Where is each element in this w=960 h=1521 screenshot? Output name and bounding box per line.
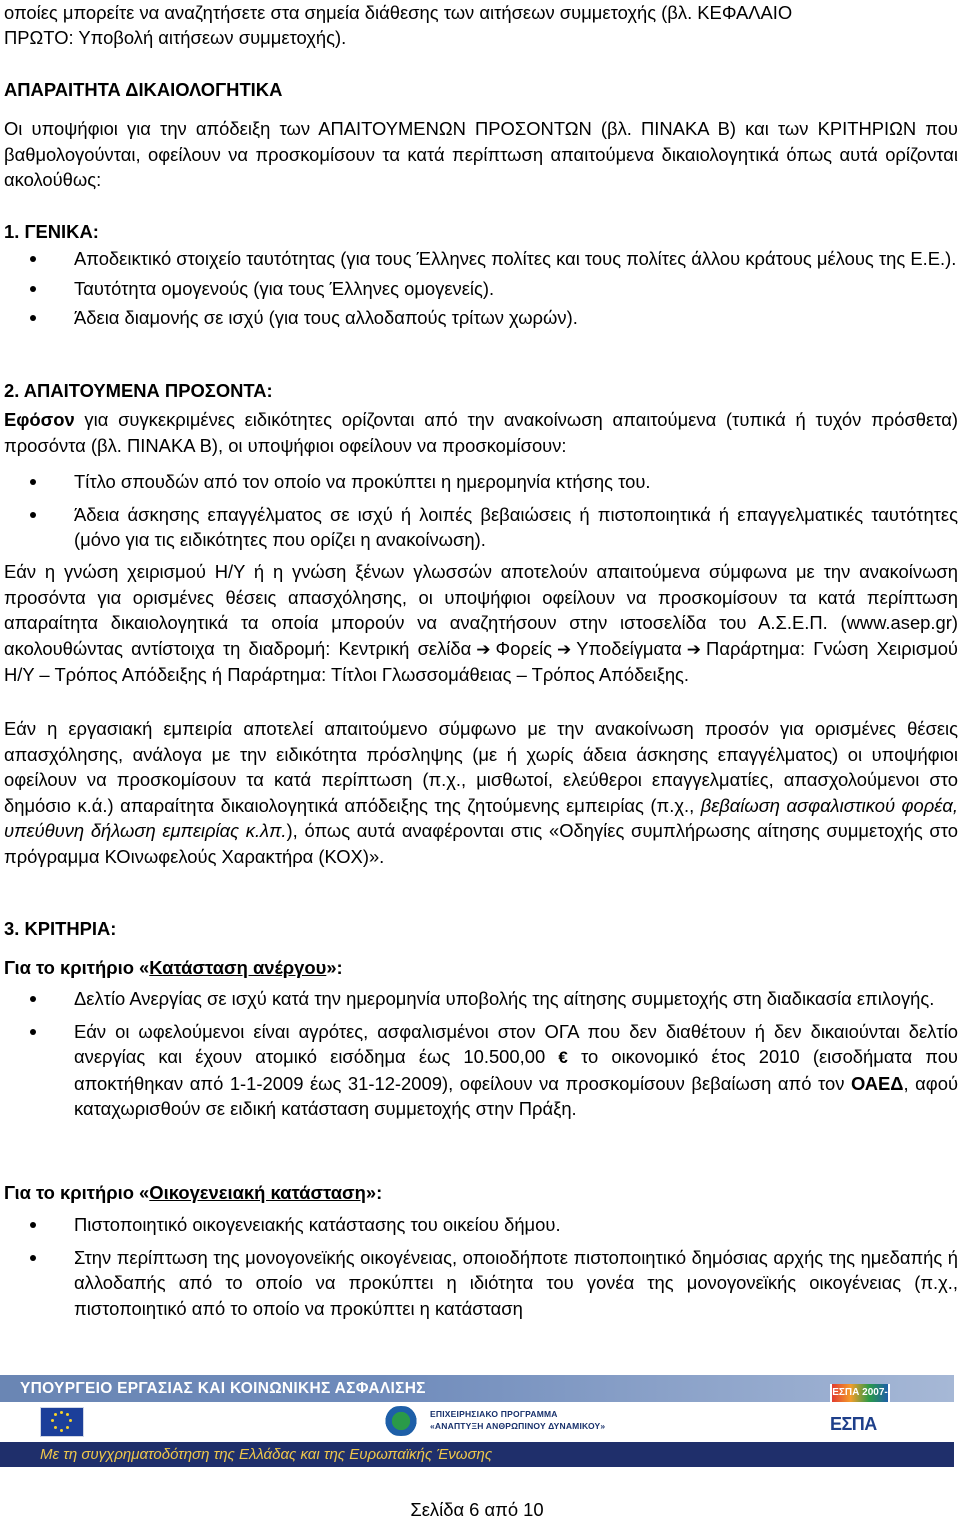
oaed-bold: ΟΑΕΔ bbox=[850, 1072, 904, 1094]
cofunding-banner: Με τη συγχρηματοδότηση της Ελλάδας και της Ευρωπαϊκής Ένωσης bbox=[0, 1442, 954, 1467]
section-2-heading: 2. ΑΠΑΙΤΟΥΜΕΝΑ ΠΡΟΣΟΝΤΑ: bbox=[4, 380, 273, 401]
section-1-heading: 1. ΓΕΝΙΚΑ: bbox=[4, 221, 99, 242]
heading-required-documents: ΑΠΑΡΑΙΤΗΤΑ ΔΙΚΑΙΟΛΟΓΗΤΙΚΑ bbox=[4, 79, 283, 100]
list-item: Άδεια διαμονής σε ισχύ (για τους αλλοδαπούς τρίτων χωρών). bbox=[4, 305, 958, 331]
paragraph-it-languages bbox=[4, 559, 958, 688]
crit-post: »: bbox=[326, 957, 343, 978]
eu-flag-icon bbox=[40, 1407, 84, 1437]
list-item: Δελτίο Ανεργίας σε ισχύ κατά την ημερομηνία υποβολής της αίτησης συμμετοχής στη διαδικασία επιλογής. bbox=[4, 986, 958, 1012]
lead-rest: για συγκεκριμένες ειδικότητες ορίζονται από την ανακοίνωση απαιτούμενα (τυπικά ή τυχόν πρόσθετα) προσόντα (βλ. ΠΙΝΑΚΑ Β), οι υποψήφιοι οφείλουν να προσκομίσουν: bbox=[4, 409, 958, 456]
list-item: Πιστοποιητικό οικογενειακής κατάστασης του οικείου δήμου. bbox=[4, 1212, 958, 1238]
criterion-unemployment-label: Κατάσταση ανέργου bbox=[149, 957, 327, 978]
path-step: Φορείς bbox=[495, 637, 553, 659]
arrow-icon: ➔ bbox=[686, 639, 702, 659]
espa-wordmark: ΕΣΠΑ bbox=[830, 1414, 877, 1434]
arrow-icon: ➔ bbox=[557, 639, 572, 659]
exp-text: Εάν η εργασιακή εμπειρία αποτελεί απαιτούμενο σύμφωνο με την ανακοίνωση προσόν για ορισμένες θέσεις απασχόλησης, ανάλογα με την ειδικότητα πρόσληψης (με ή χωρίς άδεια άσκησης επαγγέλματος) οι υποψήφιοι οφείλουν να προσκομίσουν τα κατά περίπτωση (π.χ., μισθωτοί, ελεύθεροι επαγγελματίες, απασχολούμενοι στο δημόσιο κ.ά.) απαραίτητα δικαιολογητικά απόδειξης της ζητούμενης εμπειρίας (π.χ., bbox=[4, 718, 958, 816]
list-item: Τίτλο σπουδών από τον οποίο να προκύπτει η ημερομηνία κτήσης του. bbox=[4, 469, 958, 495]
section-2-list bbox=[4, 469, 958, 553]
espa-top: ΕΣΠΑ 2007-2013 bbox=[832, 1384, 888, 1402]
list-item: Αποδεικτικό στοιχείο ταυτότητας (για τους Έλληνες πολίτες και τους πολίτες άλλου κράτους μέλους της Ε.Ε.). bbox=[4, 246, 958, 272]
section-2-lead bbox=[4, 407, 958, 458]
arrow-icon: ➔ bbox=[476, 639, 491, 659]
criterion-unemployment-heading bbox=[4, 955, 343, 981]
criterion-family-list bbox=[4, 1212, 958, 1321]
intro-line-1: οποίες μπορείτε να αναζητήσετε στα σημεία διάθεσης των αιτήσεων συμμετοχής (βλ. ΚΕΦΑΛΑΙΟ bbox=[4, 2, 793, 23]
exp-bold: «Οδηγίες συμπλήρωσης αίτησης συμμετοχής στο πρόγραμμα ΚΟινωφελούς Χαρακτήρα (ΚΟΧ)». bbox=[4, 820, 958, 867]
criterion-family-label: Οικογενειακή κατάσταση bbox=[149, 1182, 366, 1203]
programme-emblem-icon bbox=[380, 1406, 422, 1436]
list-item: Στην περίπτωση της μονογονεϊκής οικογένειας, οποιοδήποτε πιστοποιητικό δημόσιας αρχής της ημεδαπής ή αλλοδαπής από το οποίο να προκύπτει η ιδιότητα του γονέα της μονογονεϊκής οικογένειας (π.χ., πιστοποιητικό από το οποίο να προκύπτει η κατάσταση bbox=[4, 1245, 958, 1322]
footer-banner bbox=[0, 1375, 954, 1467]
paragraph-required-documents: Οι υποψήφιοι για την απόδειξη των ΑΠΑΙΤΟΥΜΕΝΩΝ ΠΡΟΣΟΝΤΩΝ (βλ. ΠΙΝΑΚΑ Β) και των ΚΡΙΤΗΡΙΩΝ που βαθμολογούνται, οφείλουν να προσκομίσουν τα κατά περίπτωση απαιτούμενα δικαιολογητικά όπως αυτά ορίζονται ακολούθως: bbox=[4, 118, 958, 190]
criterion-unemployment-list bbox=[4, 986, 958, 1122]
path-step: Παράρτημα: Γνώση Χειρισμού Η/Υ – Τρόπος Απόδειξης ή Παράρτημα: Τίτλοι Γλωσσομάθειας – Τρόπος Απόδειξης. bbox=[4, 637, 958, 685]
programme-title: ΕΠΙΧΕΙΡΗΣΙΑΚΟ ΠΡΟΓΡΑΜΜΑ «ΑΝΑΠΤΥΞΗ ΑΝΘΡΩΠΙΝΟΥ ΔΥΝΑΜΙΚΟΥ» bbox=[430, 1409, 606, 1431]
list-item bbox=[4, 1019, 958, 1122]
item-text-2: το οικονομικό έτος 2010 (εισοδήματα που αποκτήθηκαν από 1-1-2009 έως 31-12-2009), οφείλουν να προσκομίσουν βεβαίωση από τον bbox=[74, 1046, 958, 1094]
path-step: Υποδείγματα bbox=[576, 637, 682, 659]
crit-post: »: bbox=[365, 1182, 383, 1203]
item-text: Εάν οι ωφελούμενοι είναι αγρότες, ασφαλισμένοι στον ΟΓΑ που δεν διαθέτουν ή δεν δικαιούνται δελτίο ανεργίας και έχουν ατομικό εισόδημα έως 10.500,00 bbox=[74, 1020, 958, 1067]
euro-icon: € bbox=[558, 1048, 568, 1067]
exp-italic: βεβαίωση ασφαλιστικού φορέα, υπεύθυνη δήλωση εμπειρίας κ.λπ. bbox=[4, 794, 958, 841]
ministry-banner: ΥΠΟΥΡΓΕΙΟ ΕΡΓΑΣΙΑΣ ΚΑΙ ΚΟΙΝΩΝΙΚΗΣ ΑΣΦΑΛΙΣΗΣ bbox=[0, 1375, 954, 1402]
crit-pre: Για το κριτήριο « bbox=[4, 1182, 150, 1203]
section-3-heading: 3. ΚΡΙΤΗΡΙΑ: bbox=[4, 918, 117, 939]
it-text: Εάν η γνώση χειρισμού Η/Υ ή η γνώση ξένων γλωσσών αποτελούν απαιτούμενα σύμφωνα με την ανακοίνωση προσόντα για ορισμένες θέσεις απασχόλησης, οι υποψήφιοι οφείλουν να προσκομίσουν τα κατά περίπτωση απαραίτητα δικαιολογητικά τα οποία μπορούν να αναζητήσουν στην ιστοσελίδα του Α.Σ.Ε.Π. (www.asep.gr) ακολουθώντας αντίστοιχα τη διαδρομή: Κεντρική σελίδα bbox=[4, 561, 958, 659]
list-item: Άδεια άσκησης επαγγέλματος σε ισχύ ή λοιπές βεβαιώσεις ή πιστοποιητικά ή επαγγελματικές ταυτότητες (μόνο για τις ειδικότητες που ορίζει η ανακοίνωση). bbox=[4, 502, 958, 553]
section-1-list bbox=[4, 246, 958, 331]
intro-line-2: ΠΡΩΤΟ: Υποβολή αιτήσεων συμμετοχής). bbox=[4, 27, 347, 48]
item-text-3: , αφού καταχωρισθούν σε ειδική κατάσταση συμμετοχής στην Πράξη. bbox=[74, 1072, 959, 1119]
crit-pre: Για το κριτήριο « bbox=[4, 957, 150, 978]
espa-logo bbox=[830, 1384, 890, 1446]
list-item: Ταυτότητα ομογενούς (για τους Έλληνες ομογενείς). bbox=[4, 276, 958, 302]
lead-bold: Εφόσον bbox=[4, 409, 75, 430]
paragraph-experience bbox=[4, 716, 958, 869]
criterion-family-heading bbox=[4, 1180, 382, 1206]
exp-text-2: ), όπως αυτά αναφέρονται στις bbox=[286, 820, 549, 841]
page-number: Σελίδα 6 από 10 bbox=[410, 1499, 544, 1520]
